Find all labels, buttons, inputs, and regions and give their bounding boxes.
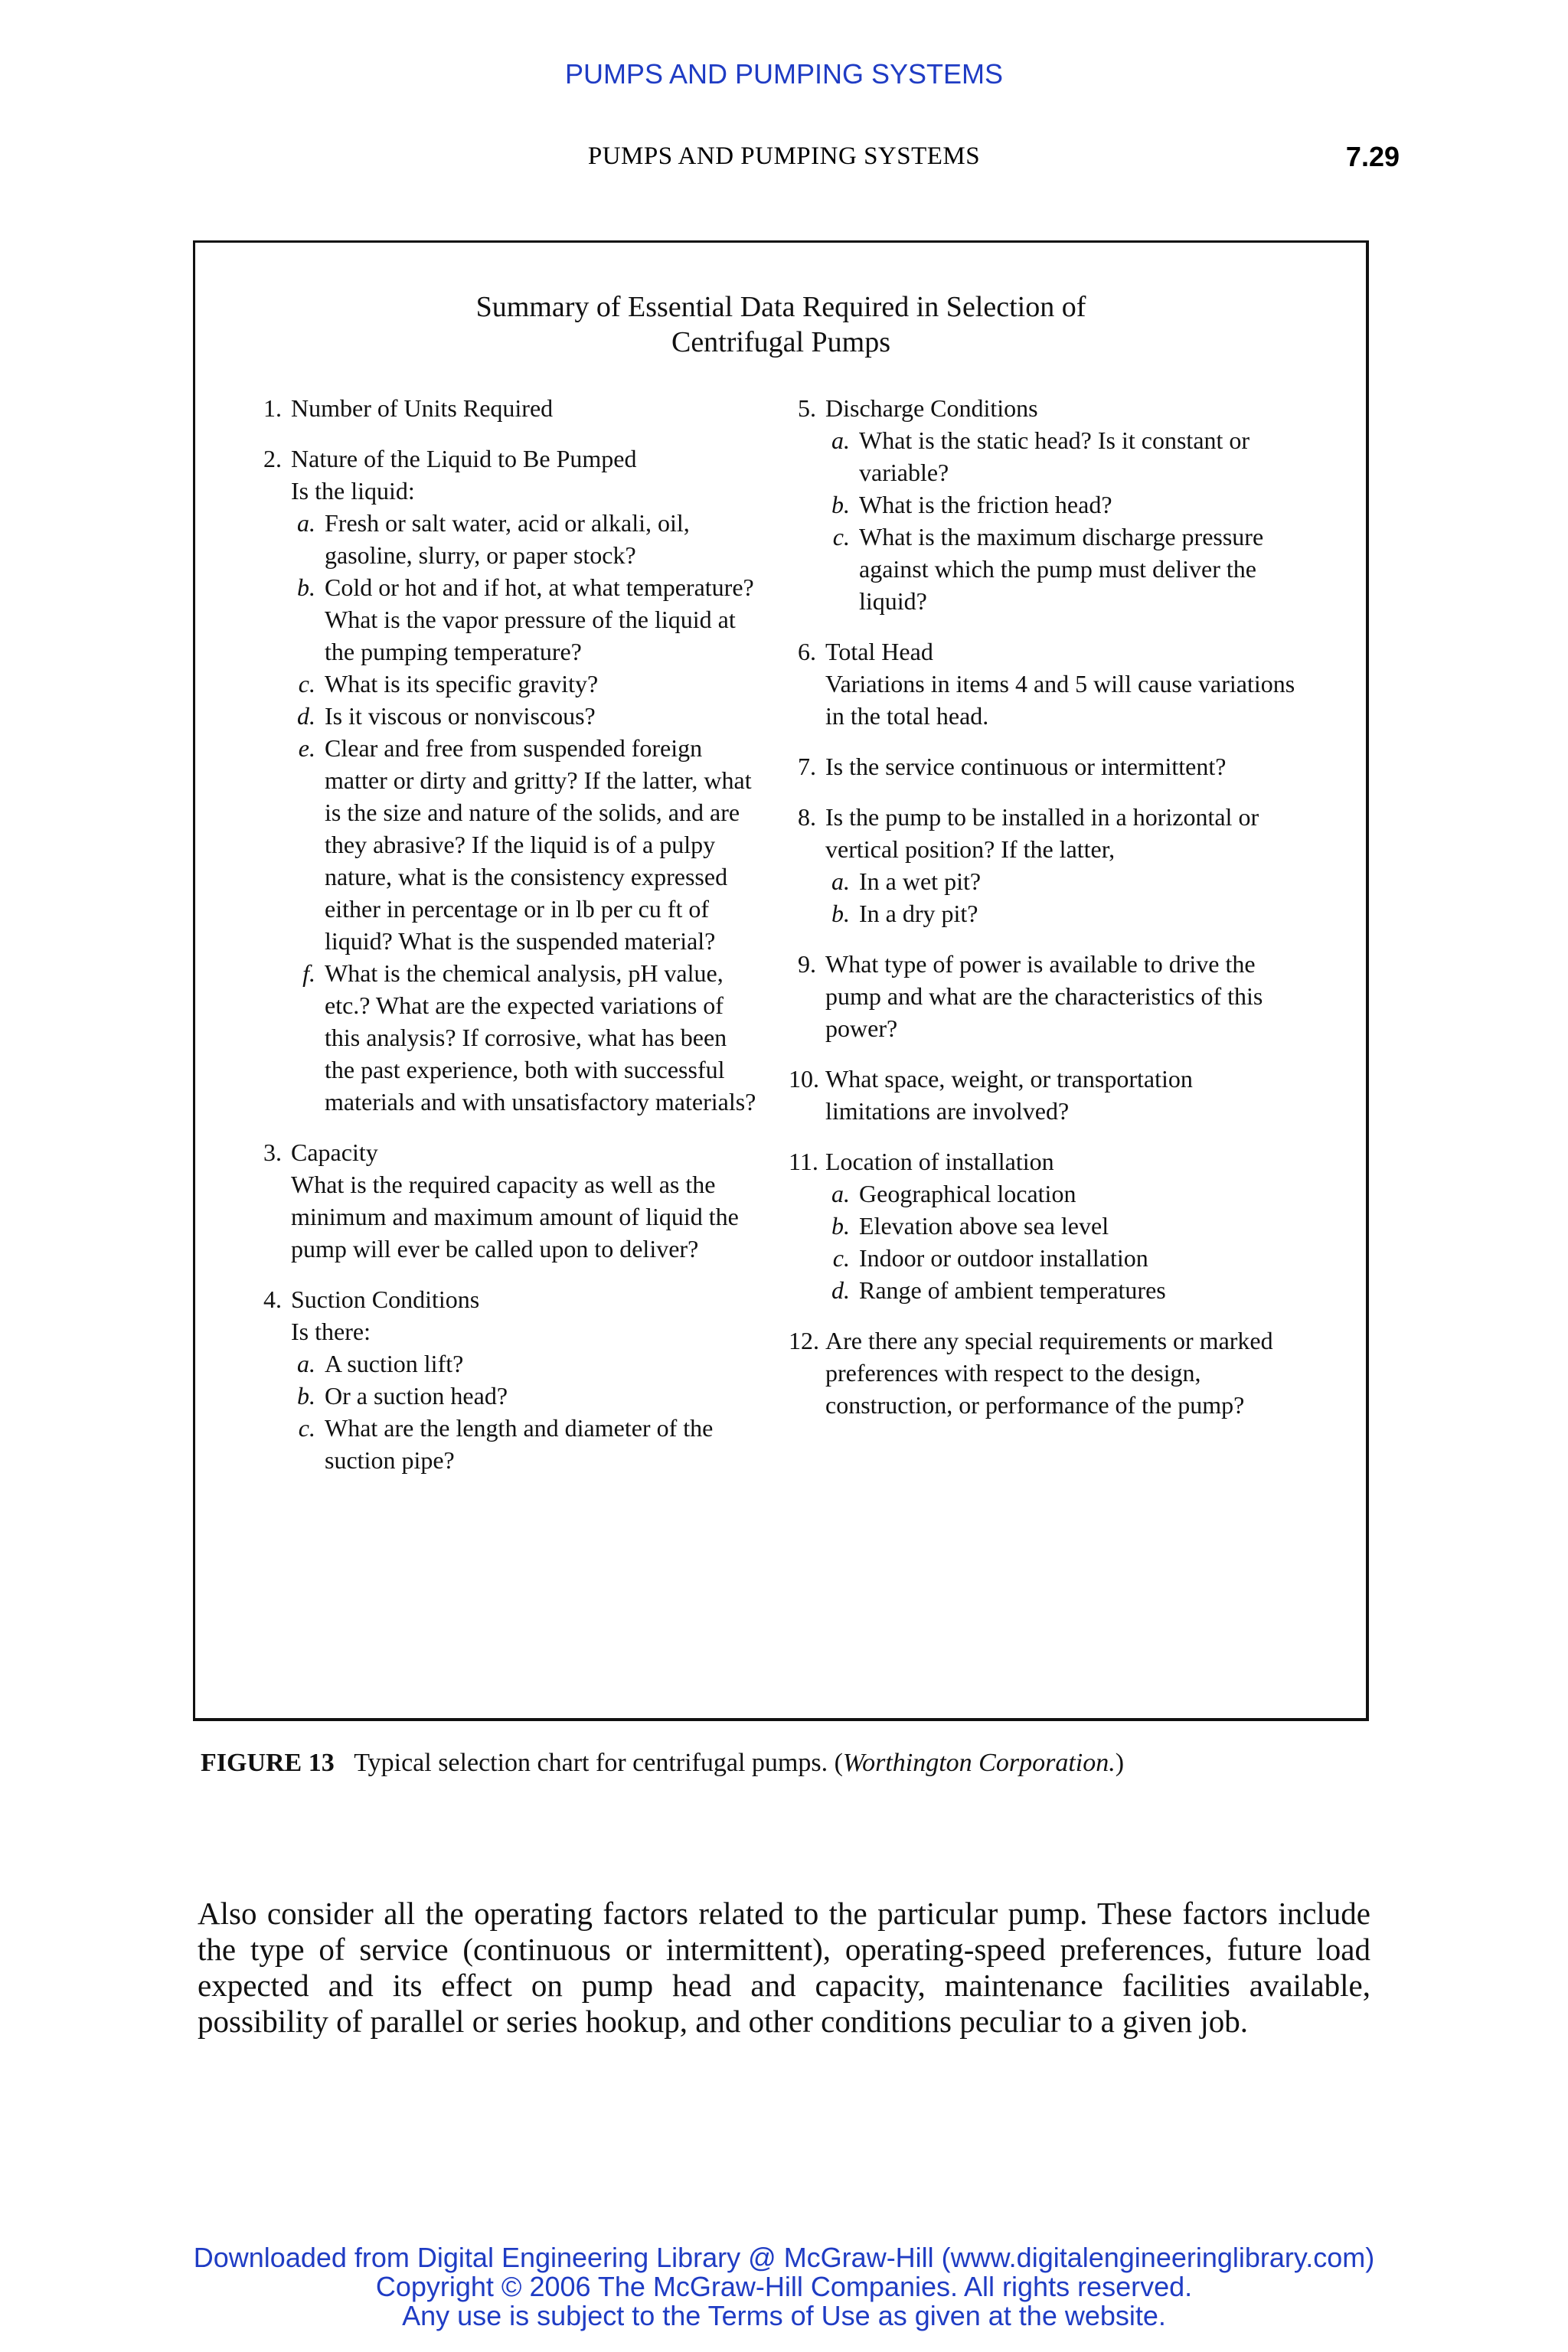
sub-item-letter: a.	[297, 509, 315, 537]
figure-title-line-2: Centrifugal Pumps	[671, 326, 891, 358]
sub-item-letter: b.	[831, 491, 850, 518]
item-number: 8.	[798, 803, 816, 831]
sub-item	[825, 488, 1303, 521]
sub-item-letter: b.	[297, 1382, 315, 1410]
sub-item-letter: c.	[832, 523, 850, 550]
sub-item	[825, 424, 1303, 488]
sub-item-text: Range of ambient temperatures	[859, 1276, 1166, 1304]
checklist-item	[789, 801, 1303, 929]
sub-item	[825, 865, 1303, 897]
item-number: 3.	[263, 1138, 282, 1166]
sub-item-text: What is the chemical analysis, pH value, etc.? What are the expected variations of this analysis? If corrosive, what has been the past experience, both with successful materials and with unsatisfactory materials?	[325, 959, 756, 1116]
sub-item-text: In a dry pit?	[859, 900, 978, 927]
sub-item	[291, 668, 760, 700]
sub-item	[291, 507, 760, 571]
sub-item-text: What is its specific gravity?	[325, 670, 599, 697]
sub-item	[825, 1210, 1303, 1242]
sub-item-text: In a wet pit?	[859, 867, 982, 895]
checklist-item	[254, 1136, 760, 1265]
sub-item	[825, 1178, 1303, 1210]
sub-item-letter: d.	[831, 1276, 850, 1304]
item-heading: What type of power is available to drive the pump and what are the characteristics of this power?	[825, 950, 1263, 1042]
item-text: Is there:	[291, 1318, 371, 1345]
sub-item-text: Elevation above sea level	[859, 1212, 1109, 1240]
sub-item-letter: a.	[831, 1180, 850, 1207]
item-text: What is the required capacity as well as the minimum and maximum amount of liquid the pump will ever be called upon to deliver?	[291, 1171, 739, 1263]
sub-item-text: What is the static head? Is it constant or variable?	[859, 426, 1250, 486]
footer-copyright: Copyright © 2006 The McGraw-Hill Companies. All rights reserved.	[375, 2271, 1193, 2302]
checklist-item	[789, 750, 1303, 782]
caption-source: Worthington Corporation.	[842, 1749, 1116, 1777]
sub-item-letter: d.	[297, 702, 315, 730]
checklist-item	[789, 1063, 1303, 1127]
body-paragraph: Also consider all the operating factors related to the particular pump. These factors include the type of service (continuous or intermittent), operating-speed preferences, future load expected and its effect on pump head and capacity, maintenance facilities available, possibility of parallel or series hookup, and other conditions peculiar to a given job.	[198, 1896, 1370, 2039]
sub-item-text: A suction lift?	[325, 1350, 464, 1377]
running-head: PUMPS AND PUMPING SYSTEMS	[587, 142, 981, 170]
item-number: 10.	[789, 1065, 819, 1093]
sub-item-letter: f.	[302, 959, 315, 987]
item-number: 1.	[263, 394, 282, 422]
item-heading: Nature of the Liquid to Be Pumped	[291, 445, 637, 472]
sub-item-letter: b.	[831, 1212, 850, 1240]
caption-text: Typical selection chart for centrifugal pumps. (	[354, 1749, 843, 1777]
item-heading: What space, weight, or transportation limitations are involved?	[825, 1065, 1193, 1125]
figure-label: FIGURE 13	[201, 1749, 335, 1777]
sub-item-text: Geographical location	[859, 1180, 1076, 1207]
book-title-banner: PUMPS AND PUMPING SYSTEMS	[564, 58, 1004, 90]
checklist-item	[789, 392, 1303, 617]
item-heading: Is the pump to be installed in a horizontal or vertical position? If the latter,	[825, 803, 1259, 863]
checklist-item	[789, 635, 1303, 732]
caption-close: )	[1115, 1749, 1125, 1777]
item-heading: Are there any special requirements or marked preferences with respect to the design, construction, or performance of the pump?	[825, 1327, 1273, 1419]
sub-item-text: Indoor or outdoor installation	[859, 1244, 1148, 1272]
checklist-item	[789, 1325, 1303, 1421]
sub-item	[825, 521, 1303, 617]
sub-item-letter: b.	[831, 900, 850, 927]
figure-title	[193, 289, 1369, 360]
sub-item-text: What is the friction head?	[859, 491, 1112, 518]
sub-item	[291, 732, 760, 957]
item-number: 7.	[798, 753, 816, 780]
sub-item	[825, 1274, 1303, 1306]
sub-item	[291, 1348, 760, 1380]
sub-item-text: Or a suction head?	[325, 1382, 508, 1410]
item-number: 6.	[798, 638, 816, 665]
checklist-item	[789, 1145, 1303, 1306]
sub-item	[291, 1380, 760, 1412]
sub-item-letter: b.	[297, 573, 315, 601]
item-number: 12.	[789, 1327, 819, 1354]
sub-item-letter: a.	[831, 426, 850, 454]
sub-item	[825, 897, 1303, 929]
item-text: Variations in items 4 and 5 will cause variations in the total head.	[825, 670, 1295, 730]
sub-item-letter: c.	[298, 670, 315, 697]
sub-item-letter: c.	[832, 1244, 850, 1272]
sub-item-text: Clear and free from suspended foreign matter or dirty and gritty? If the latter, what is the size and nature of the solids, and are they abrasive? If the liquid is of a pulpy nature, what is the consistency expressed either in percentage or in lb per cu ft of liquid? What is the suspended material?	[325, 734, 752, 955]
checklist-left-column	[254, 392, 760, 1494]
item-text: Is the liquid:	[291, 477, 415, 505]
item-heading: Suction Conditions	[291, 1285, 480, 1313]
checklist-item	[254, 1283, 760, 1476]
checklist-item	[254, 443, 760, 1118]
sub-item	[825, 1242, 1303, 1274]
figure-caption	[201, 1749, 1426, 1778]
sub-item-letter: a.	[297, 1350, 315, 1377]
item-heading: Total Head	[825, 638, 933, 665]
item-heading: Number of Units Required	[291, 394, 554, 422]
sub-item	[291, 957, 760, 1118]
item-heading: Is the service continuous or intermittent?	[825, 753, 1227, 780]
sub-item	[291, 1412, 760, 1476]
checklist-item	[254, 392, 760, 424]
sub-item-letter: c.	[298, 1414, 315, 1442]
footer-download-link[interactable]: Downloaded from Digital Engineering Library @ McGraw-Hill (www.digitalengineeringlibrary.com)	[193, 2242, 1375, 2273]
footer-terms: Any use is subject to the Terms of Use as given at the website.	[402, 2300, 1166, 2331]
copyright-footer	[0, 2243, 1568, 2331]
item-number: 9.	[798, 950, 816, 978]
sub-item	[291, 571, 760, 668]
page-number: 7.29	[1345, 141, 1400, 172]
item-number: 11.	[789, 1148, 818, 1175]
item-heading: Discharge Conditions	[825, 394, 1038, 422]
sub-item-letter: a.	[831, 867, 850, 895]
item-number: 2.	[263, 445, 282, 472]
figure-title-line-1: Summary of Essential Data Required in Selection of	[475, 291, 1086, 323]
sub-item-text: Is it viscous or nonviscous?	[325, 702, 596, 730]
item-number: 4.	[263, 1285, 282, 1313]
checklist-item	[789, 948, 1303, 1044]
item-heading: Location of installation	[825, 1148, 1054, 1175]
sub-item-text: What are the length and diameter of the suction pipe?	[325, 1414, 714, 1474]
sub-item-letter: e.	[298, 734, 315, 762]
sub-item	[291, 700, 760, 732]
sub-item-text: Fresh or salt water, acid or alkali, oil, gasoline, slurry, or paper stock?	[325, 509, 690, 569]
sub-item-text: Cold or hot and if hot, at what temperature? What is the vapor pressure of the liquid at the pumping temperature?	[325, 573, 754, 665]
item-heading: Capacity	[291, 1138, 378, 1166]
item-number: 5.	[798, 394, 816, 422]
sub-item-text: What is the maximum discharge pressure against which the pump must deliver the liquid?	[859, 523, 1264, 615]
checklist-right-column	[789, 392, 1303, 1439]
